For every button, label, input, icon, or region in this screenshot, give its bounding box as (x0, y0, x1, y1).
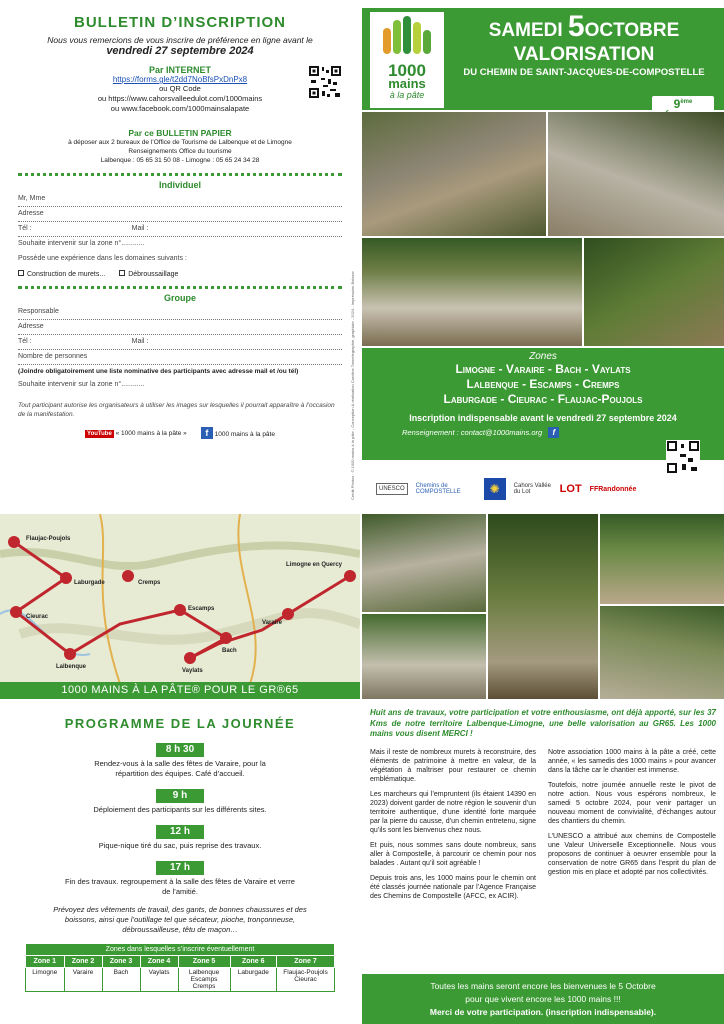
article-paragraph: Mais il reste de nombreux murets à reconstruire, des éléments de patrimoine à mettre en valeur, de la végétation à maîtriser pour restaurer ce chemin emblématique. (370, 748, 536, 783)
form-title: BULLETIN D’INSCRIPTION (74, 14, 286, 31)
programme-item (0, 739, 360, 779)
facebook-link[interactable]: ou www.facebook.com/1000mainsalapate (110, 104, 250, 113)
programme (0, 704, 360, 1024)
qr-code-icon[interactable] (308, 65, 342, 99)
town-vaylats: Vaylats (182, 668, 203, 674)
programme-title: PROGRAMME DE LA JOURNÉE (64, 716, 296, 731)
flyer-heading (448, 10, 720, 80)
photo-hiker (600, 606, 724, 699)
unesco-logo: UNESCO (376, 483, 408, 495)
zone-header: Zone 3 (102, 956, 140, 968)
event-date: SAMEDI 5OCTOBRE (488, 10, 680, 43)
event-flyer (362, 0, 724, 512)
zones-table (25, 943, 335, 992)
photo-forest-work (584, 238, 724, 346)
town-lalbenque: Lalbenque (56, 664, 87, 670)
zone-header: Zone 4 (140, 956, 178, 968)
field-zone[interactable]: Souhaite intervenir sur la zone n°............ (18, 240, 145, 247)
logo-a-la-pate: à la pâte (389, 90, 425, 100)
contact-line: Renseignement : contact@1000mains.org f (362, 427, 724, 438)
zone-place: Flaujac-Poujols Cieurac (277, 968, 335, 992)
route-map (0, 514, 360, 699)
field-phone-label: Tél : (18, 225, 32, 232)
footer-line-3: Merci de votre participation. (inscription indispensable). (429, 1007, 657, 1017)
map-banner: 1000 MAINS À LA PÂTE® POUR LE GR®65 (0, 682, 360, 699)
programme-time: 12 h (156, 825, 204, 839)
town-limogne: Limogne en Quercy (286, 562, 343, 568)
article-lead: Huit ans de travaux, votre participation et votre enthousiasme, ont déjà apporté, sur les 37 Kms de notre territoire Lalbenque-Limogne, une belle valorisation au GR65. Les 1000 mains vous disent MERCI ! (370, 708, 716, 738)
photo-volunteers-path (488, 514, 598, 699)
equipment-advice: Prévoyez des vêtements de travail, des gants, de bonnes chaussures et des boissons, ainsi que l’outillage tel que sécateur, pioche, tronçonneuse, débroussailleuse, têtu de maçon… (53, 905, 307, 934)
form-deadline: vendredi 27 septembre 2024 (106, 45, 254, 57)
field-name[interactable]: Mr, Mme (18, 193, 342, 207)
edition-badge: 9ème (652, 96, 714, 140)
paper-line-2: Renseignements Office du tourisme (128, 148, 232, 155)
programme-time: 17 h (156, 861, 204, 875)
programme-item (0, 857, 360, 897)
zones-line-1: Limogne - Varaire - Bach - Vaylats (455, 362, 631, 376)
qr-code-icon[interactable] (666, 440, 700, 474)
registration-form (0, 0, 360, 512)
zone-header: Zone 1 (26, 956, 65, 968)
group-title: Groupe (163, 293, 196, 303)
youtube-link[interactable]: YouTube « 1000 mains à la pâte » (87, 429, 187, 437)
group-field-phone-mail[interactable] (18, 336, 342, 350)
zones-line-2: Lalbenque - Escamps - Cremps (466, 377, 620, 391)
programme-item (0, 821, 360, 851)
group-mail-label: Mail : (131, 338, 149, 345)
cahors-logo: Cahors Vallée du Lot (513, 483, 551, 495)
photo-dry-stone-wall (362, 112, 546, 236)
paper-title: Par ce BULLETIN PAPIER (128, 128, 232, 138)
facebook-page-link[interactable]: f 1000 mains à la pâte (201, 427, 275, 439)
experience-label: Possède une expérience dans les domaines suivants : (18, 255, 187, 262)
town-cremps: Cremps (138, 580, 161, 586)
photo-picnic (600, 514, 724, 604)
programme-text: Fin des travaux. regroupement à la salle des fêtes de Varaire et verre de l’amitié. (65, 877, 295, 896)
individual-title: Individuel (158, 180, 201, 190)
photo-finished-wall (362, 614, 486, 699)
logo-1000: 1000 (388, 61, 426, 80)
form-intro: Nous vous remercions de vous inscrire de préférence en ligne avant le (47, 35, 313, 45)
lot-logo: LOT (559, 483, 582, 495)
compostelle-logo: Chemins de COMPOSTELLE (415, 483, 461, 495)
logo (370, 12, 444, 108)
article-col-left (370, 748, 536, 907)
zone-header: Zone 2 (64, 956, 102, 968)
facebook-icon: f (201, 427, 213, 439)
town-flaujac: Flaujac-Poujols (26, 536, 71, 542)
zone-place: Laburgade (230, 968, 276, 992)
zones-line-3: Laburgade - Cieurac - Flaujac-Poujols (443, 392, 643, 406)
field-phone-mail[interactable] (18, 223, 342, 237)
article (362, 704, 724, 1024)
zone-place: Varaire (64, 968, 102, 992)
zone-header: Zone 7 (277, 956, 335, 968)
article-paragraph: Et puis, nous sommes sans doute nombreux, sans aller à Compostelle, à parcourir ce chemin pour nos balades . Autant qu’il soit agréable ! (370, 841, 536, 867)
zone-header: Zone 5 (178, 956, 230, 968)
field-mail-label: Mail : (131, 225, 149, 232)
programme-item (0, 785, 360, 815)
website-link[interactable]: ou https://www.cahorsvalleedulot.com/1000mains (97, 94, 263, 103)
footer-line-2: pour que vivent encore les 1000 mains !!! (465, 994, 621, 1004)
article-footer (362, 974, 724, 1024)
field-address[interactable]: Adresse (18, 208, 342, 222)
hands-logo-icon (377, 14, 437, 58)
programme-time: 8 h 30 (156, 743, 204, 757)
town-cieurac: Cieurac (26, 614, 49, 620)
zone-place: Lalbenque Escamps Cremps (178, 968, 230, 992)
zone-place: Limogne (26, 968, 65, 992)
sponsor-logos (376, 474, 722, 504)
zone-place: Vaylats (140, 968, 178, 992)
programme-items (0, 739, 360, 897)
photo-stone-hut (362, 238, 582, 346)
article-paragraph: Toutefois, notre journée annuelle reste le pivot de notre action. Nous vous espérons nombreux, le samedi 5 octobre 2024, pour venir partager un nouveau moment de convivialité, d’échanges autour des chantiers du chemin. (548, 781, 716, 825)
town-escamps: Escamps (188, 606, 215, 612)
group-zone[interactable]: Souhaite intervenir sur la zone n°............ (18, 381, 145, 388)
article-paragraph: L’UNESCO a attribué aux chemins de Compostelle une Valeur Universelle Exceptionnelle. Nous vous proposons de continuer à oeuvrer ensemble pour la conservation de notre GR65 dans l’esprit du plan de gestion mis en place et adopté par nos collectivités. (548, 832, 716, 876)
zone-place: Bach (102, 968, 140, 992)
internet-title: Par INTERNET (148, 65, 211, 75)
article-paragraph: Les marcheurs qui l’empruntent (ils étaient 14390 en 2023) doivent garder de notre région le souvenir d’un territoire authentique, d’une identité forte marquée par la pierre du causse, d’un chemin entretenu, signe qu’ils sont les bienvenus chez nous. (370, 790, 536, 834)
side-credit: Crédit Photos : © 1000 mains à la pâte - Conception & réalisation Caroline Tonnelegraphie, graphiste - 2024 - Impression Boissor (350, 271, 355, 500)
checkbox-clearing[interactable]: Débroussaillage (119, 270, 178, 278)
event-subtitle: DU CHEMIN DE SAINT-JACQUES-DE-COMPOSTELLE (463, 67, 705, 78)
town-varaire: Varaire (262, 620, 283, 626)
programme-text: Pique-nique tiré du sac, puis reprise des travaux. (98, 841, 262, 850)
group-phone-label: Tél : (18, 338, 32, 345)
event-title: VALORISATION (513, 44, 655, 65)
article-paragraph: Depuis trois ans, les 1000 mains pour le chemin ont été classés journée nationale par l’Agence Française des Chemins de Compostelle (AFCC, ex ACIR). (370, 874, 536, 900)
programme-time: 9 h (156, 789, 204, 803)
ffrandonnee-logo: FFRandonnée (589, 485, 637, 493)
internet-link[interactable]: https://forms.gle/t2dd7NoBfsPxDnPx8 (112, 75, 248, 84)
paper-line-1: à déposer aux 2 bureaux de l’Office de Tourisme de Lalbenque et de Limogne (68, 139, 292, 146)
zones-table-header: Zones dans lesquelles s’inscrire éventuellement (26, 944, 335, 956)
zone-header: Zone 6 (230, 956, 276, 968)
group-field-address[interactable]: Adresse (18, 321, 342, 335)
town-bach: Bach (222, 648, 237, 654)
facebook-icon[interactable]: f (548, 427, 559, 438)
town-laburgade: Laburgade (74, 580, 105, 586)
zones-title: Zones (529, 351, 557, 362)
group-note: (Joindre obligatoirement une liste nominative des participants avec adresse mail et /ou tél) (18, 368, 299, 375)
programme-text: Rendez-vous à la salle des fêtes de Varaire, pour la répartition des équipes. Café d’accueil. (94, 759, 266, 778)
group-field-manager[interactable]: Responsable (18, 306, 342, 320)
programme-text: Déploiement des participants sur les différents sites. (93, 805, 267, 814)
consent-text: Tout participant autorise les organisateurs à utiliser les images sur lesquelles il pourrait apparaître à l’occasion de la manifestation. (18, 402, 335, 418)
photo-volunteer-stones (548, 112, 724, 236)
shell-icon: ✺ (484, 478, 506, 500)
footer-line-1: Toutes les mains seront encore les bienvenues le 5 Octobre (430, 981, 656, 991)
article-paragraph: Notre association 1000 mains à la pâte a créé, cette année, « les samedis des 1000 mains » pour avancer dans la tâche car le chantier est immense. (548, 748, 716, 774)
logo-mains: mains (388, 76, 426, 91)
photo-collage (362, 514, 724, 699)
inscription-deadline: Inscription indispensable avant le vendredi 27 septembre 2024 (409, 413, 677, 423)
photo-roadside-wall (362, 514, 486, 612)
paper-line-3: Lalbenque : 05 65 31 50 08 - Limogne : 05 65 24 34 28 (100, 157, 260, 164)
qr-text: ou QR Code (159, 84, 201, 93)
article-col-right (548, 748, 716, 907)
checkbox-construction[interactable]: Construction de murets... (18, 270, 105, 278)
youtube-icon: YouTube (87, 430, 112, 437)
group-field-count[interactable]: Nombre de personnes (18, 351, 342, 365)
